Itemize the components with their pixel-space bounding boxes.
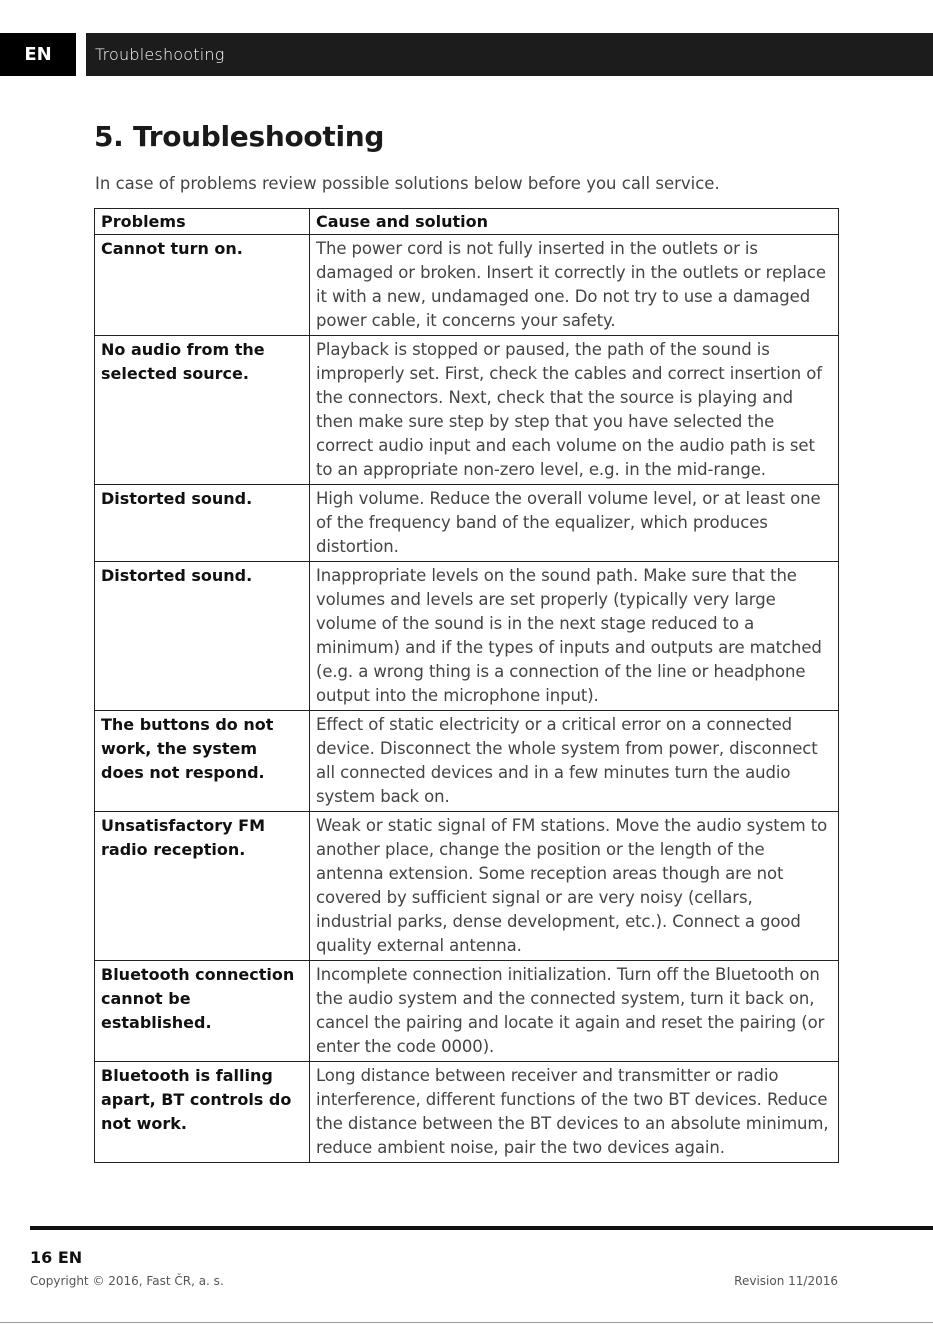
table-row [95, 961, 839, 1062]
troubleshooting-table [94, 208, 839, 1163]
header-divider [76, 33, 86, 76]
bottom-rule [0, 1322, 933, 1323]
solution-cell: Playback is stopped or paused, the path of the sound is improperly set. First, check the cables and correct insertion of the connectors. Next, check that the source is playing and then make sure step by step that you have selected the correct audio input and each volume on the audio path is set to an appropriate non-zero level, e.g. in the mid-range. [310, 336, 839, 485]
table-row [95, 711, 839, 812]
footer-rule [30, 1226, 933, 1230]
page-title: 5. Troubleshooting [94, 120, 385, 153]
table-row [95, 235, 839, 336]
problem-cell: The buttons do not work, the system does not respond. [95, 711, 310, 812]
problem-cell: Unsatisfactory FM radio reception. [95, 812, 310, 961]
problem-cell: Bluetooth connection cannot be established. [95, 961, 310, 1062]
language-tab: EN [0, 33, 76, 76]
problem-cell: Distorted sound. [95, 562, 310, 711]
column-header-problems: Problems [95, 209, 310, 235]
table-row [95, 485, 839, 562]
header-bar [0, 33, 933, 76]
column-header-cause-solution: Cause and solution [310, 209, 839, 235]
page-number: 16 EN [30, 1248, 83, 1267]
solution-cell: Weak or static signal of FM stations. Move the audio system to another place, change the position or the length of the antenna extension. Some reception areas though are not covered by sufficient signal or are very noisy (cellars, industrial parks, dense development, etc.). Connect a good quality external antenna. [310, 812, 839, 961]
intro-text: In case of problems review possible solutions below before you call service. [95, 174, 720, 193]
copyright-text: Copyright © 2016, Fast ČR, a. s. [30, 1274, 224, 1288]
solution-cell: The power cord is not fully inserted in the outlets or is damaged or broken. Insert it correctly in the outlets or replace it with a new, undamaged one. Do not try to use a damaged power cable, it concerns your safety. [310, 235, 839, 336]
problem-cell: Cannot turn on. [95, 235, 310, 336]
solution-cell: Effect of static electricity or a critical error on a connected device. Disconnect the whole system from power, disconnect all connected devices and in a few minutes turn the audio system back on. [310, 711, 839, 812]
table-row [95, 812, 839, 961]
solution-cell: High volume. Reduce the overall volume level, or at least one of the frequency band of the equalizer, which produces distortion. [310, 485, 839, 562]
table-row [95, 1062, 839, 1163]
table-header-row [95, 209, 839, 235]
problem-cell: Distorted sound. [95, 485, 310, 562]
problem-cell: Bluetooth is falling apart, BT controls do not work. [95, 1062, 310, 1163]
solution-cell: Incomplete connection initialization. Turn off the Bluetooth on the audio system and the connected system, turn it back on, cancel the pairing and locate it again and reset the pairing (or enter the code 0000). [310, 961, 839, 1062]
revision-text: Revision 11/2016 [734, 1274, 838, 1288]
solution-cell: Inappropriate levels on the sound path. Make sure that the volumes and levels are set properly (typically very large volume of the sound is in the next stage reduced to a minimum) and if the types of inputs and outputs are matched (e.g. a wrong thing is a connection of the line or headphone output into the microphone input). [310, 562, 839, 711]
section-label: Troubleshooting [95, 45, 225, 64]
table-row [95, 562, 839, 711]
table-row [95, 336, 839, 485]
solution-cell: Long distance between receiver and transmitter or radio interference, different functions of the two BT devices. Reduce the distance between the BT devices to an absolute minimum, reduce ambient noise, pair the two devices again. [310, 1062, 839, 1163]
problem-cell: No audio from the selected source. [95, 336, 310, 485]
